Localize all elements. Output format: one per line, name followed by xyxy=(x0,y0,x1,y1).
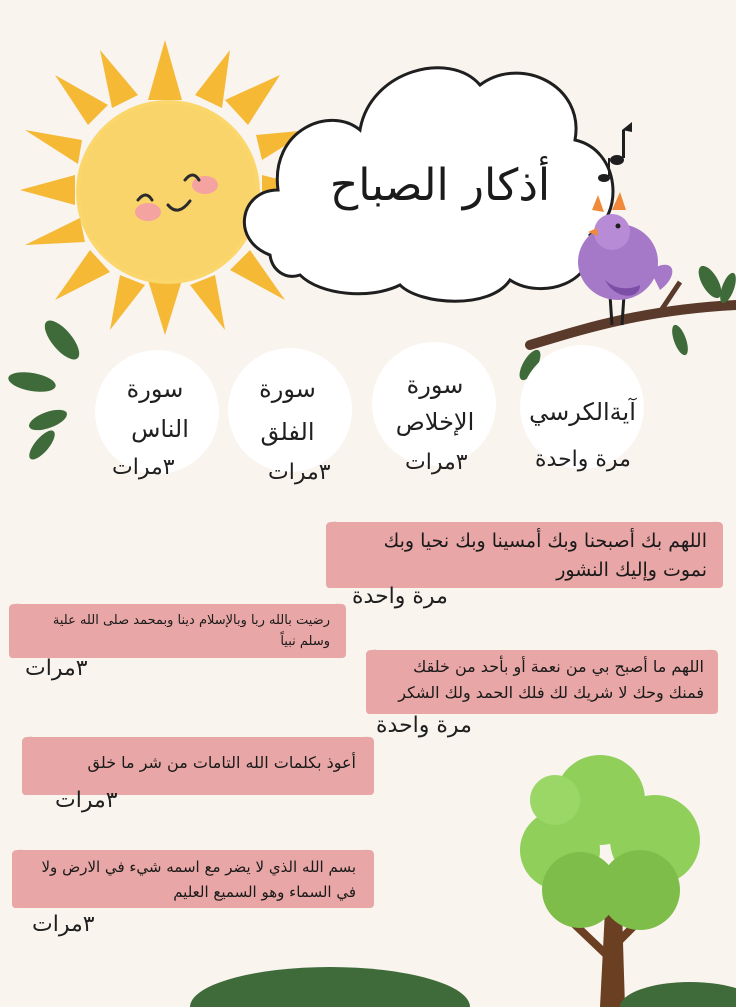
dhikr-banner-2 xyxy=(15,604,340,658)
dhikr-banner-5 xyxy=(18,850,368,908)
dhikr-banner-3 xyxy=(372,650,712,714)
dhikr-text-3: اللهم ما أصبح بي من نعمة أو بأحد من خلقك فمنك وحك لا شريك لك فلك الحمد ولك الشكر xyxy=(398,657,704,703)
dhikr-text-2: رضيت بالله ربا وبالإسلام دينا وبمحمد صلى الله علية وسلم نبياً xyxy=(52,613,330,650)
dhikr-text-1: اللهم بك أصبحنا وبك أمسينا وبك نحيا وبك نموت وإليك النشور xyxy=(383,530,707,581)
dhikr-banner-1 xyxy=(332,522,717,588)
sun-icon xyxy=(20,40,320,335)
surah-name-falaq-line1: سورة xyxy=(259,375,316,403)
dhikr-count-4: ٣مرات xyxy=(55,788,118,813)
dhikr-banner-4 xyxy=(28,737,368,795)
leaf-sprig-icon xyxy=(7,315,85,463)
dhikr-count-5: ٣مرات xyxy=(32,912,95,937)
surah-circle-falaq xyxy=(228,348,352,472)
dhikr-count-3: مرة واحدة xyxy=(376,713,472,738)
surah-name-ayat-alkursi: آيةالكرسي xyxy=(529,398,636,426)
dhikr-count-2: ٣مرات xyxy=(25,656,88,681)
dhikr-count-1: مرة واحدة xyxy=(352,584,448,609)
surah-name-ikhlas-line1: سورة xyxy=(406,371,464,399)
page-title: أذكار الصباح xyxy=(329,160,551,211)
surah-count-nas: ٣مرات xyxy=(112,455,175,480)
surah-name-nas-line1: سورة xyxy=(126,375,184,403)
surah-count-ayat-alkursi: مرة واحدة xyxy=(535,447,631,472)
surah-name-ikhlas-line2: الإخلاص xyxy=(395,408,475,436)
surah-count-ikhlas: ٣مرات xyxy=(405,450,468,475)
surah-name-falaq-line2: الفلق xyxy=(260,418,315,446)
dhikr-text-4: أعوذ بكلمات الله التامات من شر ما خلق xyxy=(87,753,356,772)
surah-circle-ikhlas xyxy=(372,342,496,466)
dhikr-text-5: بسم الله الذي لا يضر مع اسمه شيء في الارض ولا في السماء وهو السميع العليم xyxy=(41,858,356,901)
surah-name-nas-line2: الناس xyxy=(131,415,189,443)
surah-count-falaq: ٣مرات xyxy=(268,460,331,485)
